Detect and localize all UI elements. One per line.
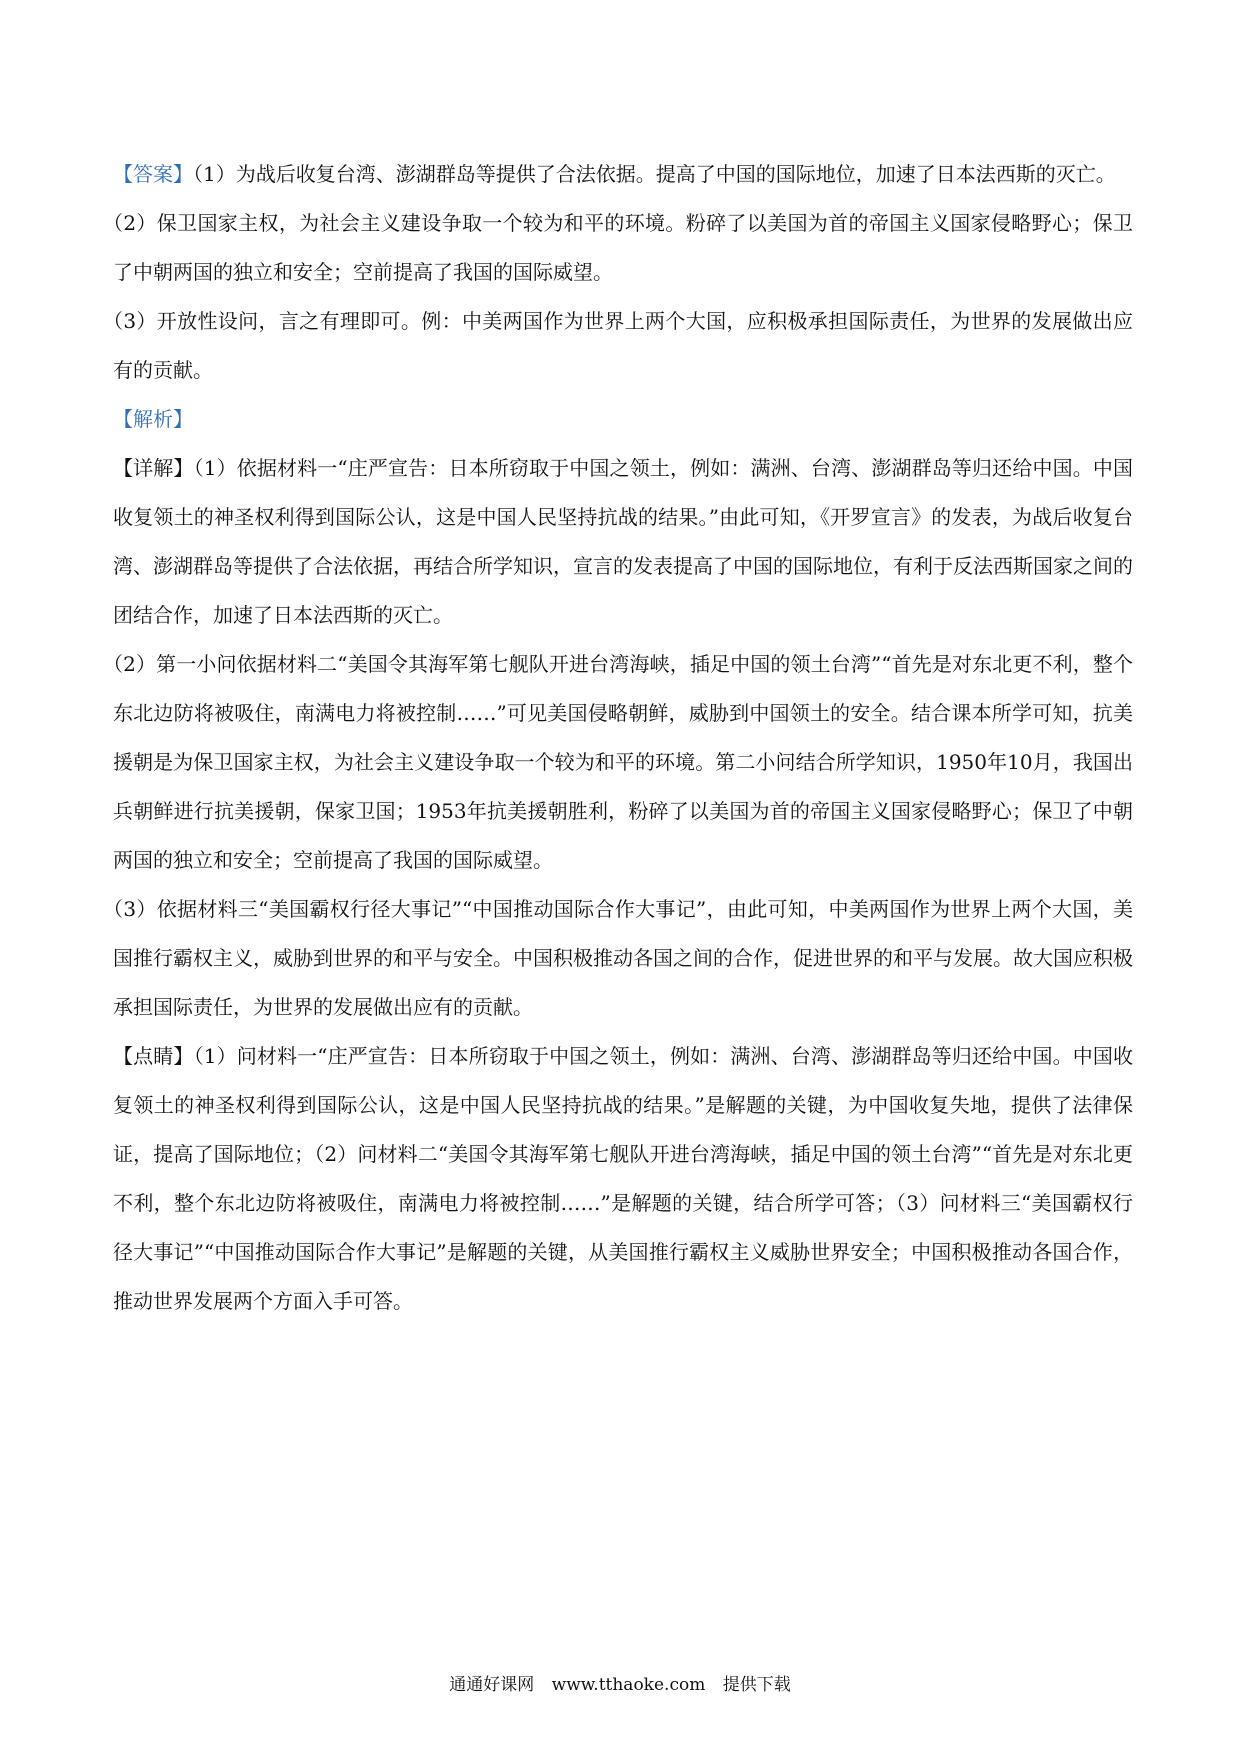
answer-tag: 【答案】 [113,162,193,186]
footer-url: www.tthaoke.com [551,1675,706,1695]
answer-paragraph-2: （2）保卫国家主权，为社会主义建设争取一个较为和平的环境。粉碎了以美国为首的帝国主义国家侵略野心；保卫了中朝两国的独立和安全；空前提高了我国的国际威望。 [103,211,1133,284]
comment-text: （1）问材料一“庄严宣告：日本所窃取于中国之领土，例如：满洲、台湾、澎湖群岛等归还给中国。中国收复领土的神圣权利得到国际公认，这是中国人民坚持抗战的结果。”是解题的关键，为中国收复失地，提供了法律保证，提高了国际地位；（2）问材料二“美国令其海军第七舰队开进台湾海峡，插足中国的领土台湾”“首先是对东北更不利，整个东北边防将被吸住，南满电力将被控制……”是解题的关键，结合所学可答；（3）问材料三“美国霸权行径大事记”“中国推动国际合作大事记”是解题的关键，从美国推行霸权主义威胁世界安全；中国积极推动各国合作，推动世界发展两个方面入手可答。 [113,1044,1134,1313]
document-body [103,150,1134,1326]
footer-site-name: 通通好课网 [449,1675,535,1695]
analysis-tag: 【解析】 [113,407,193,431]
detail-tag: 【详解】 [113,456,194,480]
detail-text-1: （1）依据材料一“庄严宣告：日本所窃取于中国之领土，例如：满洲、台湾、澎湖群岛等归还给中国。中国收复领土的神圣权利得到国际公认，这是中国人民坚持抗战的结果。”由此可知，《开罗宣言》的发表，为战后收复台湾、澎湖群岛等提供了合法依据，再结合所学知识，宣言的发表提高了中国的国际地位，有利于反法西斯国家之间的团结合作，加速了日本法西斯的灭亡。 [113,456,1134,627]
page-footer [0,1670,1240,1695]
analysis-heading [113,395,1133,444]
detail-paragraph-2: （2）第一小问依据材料二“美国令其海军第七舰队开进台湾海峡，插足中国的领土台湾”“首先是对东北更不利，整个东北边防将被吸住，南满电力将被控制……”可见美国侵略朝鲜，威胁到中国领土的安全。结合课本所学可知，抗美援朝是为保卫国家主权，为社会主义建设争取一个较为和平的环境。第二小问结合所学知识，1950年10月，我国出兵朝鲜进行抗美援朝，保家卫国；1953年抗美援朝胜利，粉碎了以美国为首的帝国主义国家侵略野心；保卫了中朝两国的独立和安全；空前提高了我国的国际威望。 [103,652,1133,872]
answer-text-1: （1）为战后收复台湾、澎湖群岛等提供了合法依据。提高了中国的国际地位，加速了日本法西斯的灭亡。 [193,162,1116,186]
detail-paragraph-3: （3）依据材料三“美国霸权行径大事记”“中国推动国际合作大事记”，由此可知，中美两国作为世界上两个大国，美国推行霸权主义，威胁到世界的和平与安全。中国积极推动各国之间的合作，促进世界的和平与发展。故大国应积极承担国际责任，为世界的发展做出应有的贡献。 [103,897,1133,1019]
comment-tag: 【点睛】 [113,1044,194,1068]
comment-paragraph [113,1032,1133,1326]
detail-paragraph-1 [113,444,1133,640]
footer-suffix: 提供下载 [722,1675,791,1695]
answer-paragraph-1 [113,150,1133,199]
answer-paragraph-3: （3）开放性设问，言之有理即可。例：中美两国作为世界上两个大国，应积极承担国际责任，为世界的发展做出应有的贡献。 [103,309,1133,382]
